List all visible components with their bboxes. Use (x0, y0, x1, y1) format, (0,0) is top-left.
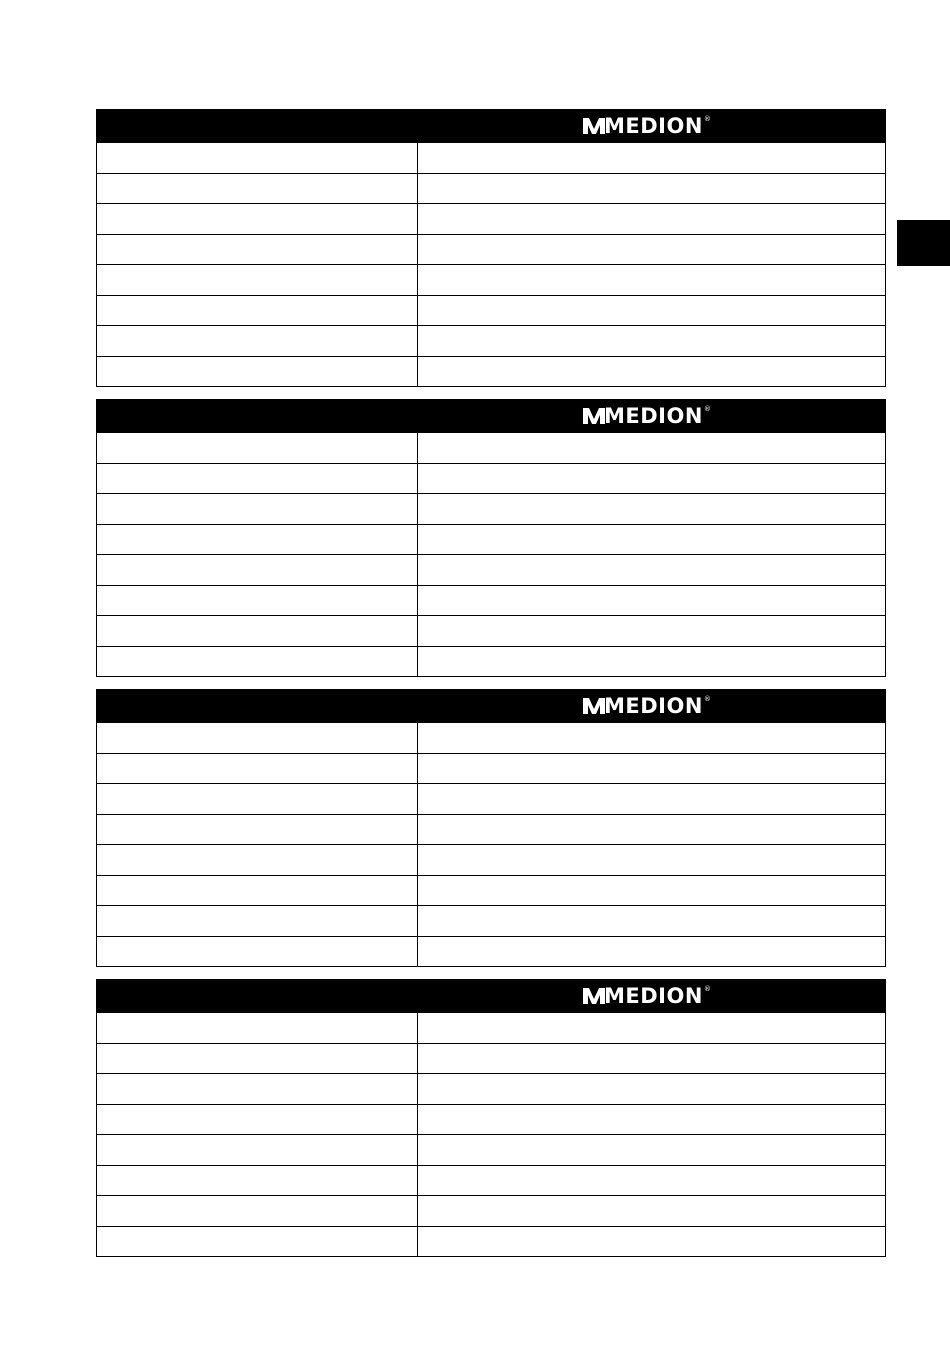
table-row (97, 525, 885, 556)
form-header (96, 689, 886, 723)
registered-mark: ® (703, 115, 711, 123)
medion-m-mark-icon (583, 697, 605, 715)
value-cell[interactable] (418, 1166, 885, 1196)
label-cell (97, 586, 418, 616)
value-cell[interactable] (418, 143, 885, 173)
table-row (97, 296, 885, 327)
label-cell (97, 616, 418, 646)
value-cell[interactable] (418, 1013, 885, 1043)
label-cell (97, 937, 418, 967)
table-row (97, 235, 885, 266)
value-cell[interactable] (418, 876, 885, 906)
value-cell[interactable] (418, 1044, 885, 1074)
logo-text: MEDION (604, 694, 703, 718)
form-table (96, 143, 886, 387)
label-cell (97, 433, 418, 463)
value-cell[interactable] (418, 433, 885, 463)
table-row (97, 876, 885, 907)
value-cell[interactable] (418, 937, 885, 967)
table-row (97, 1196, 885, 1227)
table-row (97, 433, 885, 464)
value-cell[interactable] (418, 784, 885, 814)
label-cell (97, 1074, 418, 1104)
value-cell[interactable] (418, 586, 885, 616)
value-cell[interactable] (418, 265, 885, 295)
value-cell[interactable] (418, 174, 885, 204)
table-row (97, 937, 885, 968)
value-cell[interactable] (418, 754, 885, 784)
value-cell[interactable] (418, 845, 885, 875)
value-cell[interactable] (418, 357, 885, 387)
label-cell (97, 265, 418, 295)
table-row (97, 845, 885, 876)
value-cell[interactable] (418, 204, 885, 234)
table-row (97, 1013, 885, 1044)
label-cell (97, 464, 418, 494)
logo-text: MEDION (604, 114, 703, 138)
value-cell[interactable] (418, 723, 885, 753)
value-cell[interactable] (418, 464, 885, 494)
label-cell (97, 1013, 418, 1043)
value-cell[interactable] (418, 1074, 885, 1104)
registered-mark: ® (703, 405, 711, 413)
value-cell[interactable] (418, 906, 885, 936)
value-cell[interactable] (418, 235, 885, 265)
label-cell (97, 204, 418, 234)
medion-logo (583, 695, 711, 717)
form-block-1 (96, 109, 886, 387)
table-row (97, 1227, 885, 1258)
table-row (97, 1166, 885, 1197)
label-cell (97, 296, 418, 326)
label-cell (97, 815, 418, 845)
medion-m-mark-icon (583, 117, 605, 135)
value-cell[interactable] (418, 525, 885, 555)
value-cell[interactable] (418, 1135, 885, 1165)
medion-logo (583, 985, 711, 1007)
form-block-3 (96, 689, 886, 967)
medion-logo (583, 115, 711, 137)
label-cell (97, 326, 418, 356)
label-cell (97, 1105, 418, 1135)
table-row (97, 494, 885, 525)
table-row (97, 174, 885, 205)
value-cell[interactable] (418, 815, 885, 845)
form-header (96, 109, 886, 143)
form-block-4 (96, 979, 886, 1257)
table-row (97, 204, 885, 235)
label-cell (97, 906, 418, 936)
value-cell[interactable] (418, 555, 885, 585)
form-header (96, 399, 886, 433)
form-table (96, 723, 886, 967)
label-cell (97, 174, 418, 204)
label-cell (97, 235, 418, 265)
table-row (97, 616, 885, 647)
table-row (97, 555, 885, 586)
value-cell[interactable] (418, 647, 885, 677)
table-row (97, 326, 885, 357)
label-cell (97, 784, 418, 814)
value-cell[interactable] (418, 1196, 885, 1226)
label-cell (97, 143, 418, 173)
label-cell (97, 845, 418, 875)
value-cell[interactable] (418, 494, 885, 524)
value-cell[interactable] (418, 1105, 885, 1135)
value-cell[interactable] (418, 296, 885, 326)
label-cell (97, 876, 418, 906)
registered-mark: ® (703, 985, 711, 993)
label-cell (97, 1166, 418, 1196)
table-row (97, 143, 885, 174)
label-cell (97, 754, 418, 784)
label-cell (97, 357, 418, 387)
label-cell (97, 555, 418, 585)
form-block-2 (96, 399, 886, 677)
table-row (97, 586, 885, 617)
page-tab-marker (897, 220, 950, 266)
label-cell (97, 1135, 418, 1165)
table-row (97, 1044, 885, 1075)
value-cell[interactable] (418, 326, 885, 356)
medion-logo (583, 405, 711, 427)
table-row (97, 647, 885, 678)
logo-text: MEDION (604, 404, 703, 428)
table-row (97, 357, 885, 388)
table-row (97, 723, 885, 754)
table-row (97, 265, 885, 296)
table-row (97, 1074, 885, 1105)
form-table (96, 433, 886, 677)
table-row (97, 784, 885, 815)
label-cell (97, 1044, 418, 1074)
table-row (97, 754, 885, 785)
table-row (97, 464, 885, 495)
table-row (97, 815, 885, 846)
label-cell (97, 525, 418, 555)
label-cell (97, 723, 418, 753)
table-row (97, 1135, 885, 1166)
registered-mark: ® (703, 695, 711, 703)
label-cell (97, 647, 418, 677)
value-cell[interactable] (418, 1227, 885, 1257)
label-cell (97, 1227, 418, 1257)
table-row (97, 1105, 885, 1136)
form-table (96, 1013, 886, 1257)
medion-m-mark-icon (583, 987, 605, 1005)
label-cell (97, 1196, 418, 1226)
label-cell (97, 494, 418, 524)
medion-m-mark-icon (583, 407, 605, 425)
table-row (97, 906, 885, 937)
logo-text: MEDION (604, 984, 703, 1008)
value-cell[interactable] (418, 616, 885, 646)
form-header (96, 979, 886, 1013)
